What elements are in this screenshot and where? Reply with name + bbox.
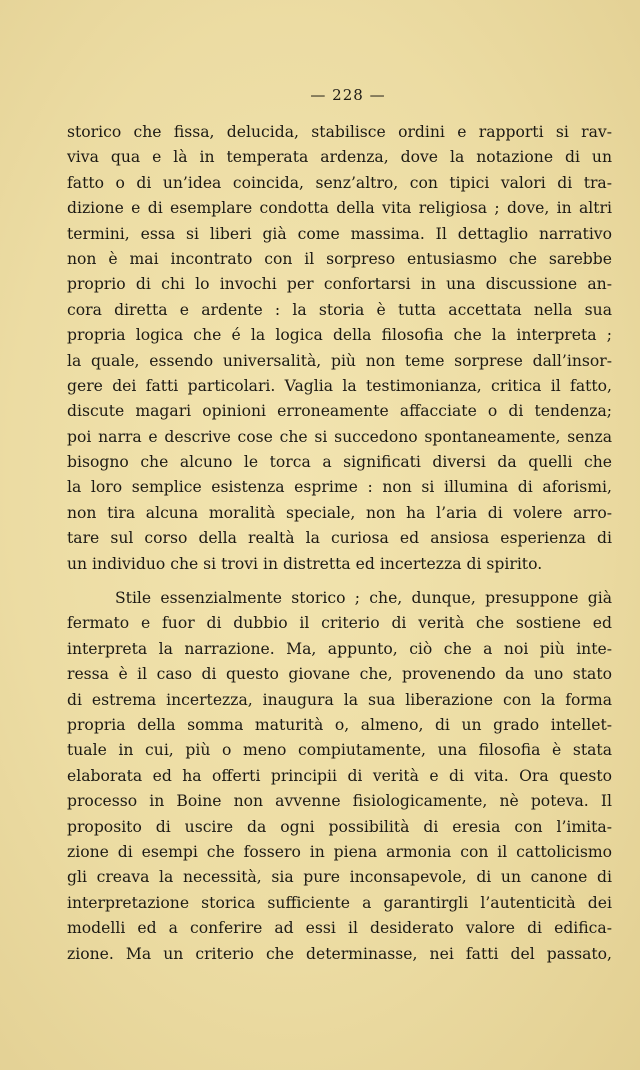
text-line: proposito di uscire da ogni possibilità di eresia con l’imita- bbox=[67, 817, 612, 836]
text-line: non tira alcuna moralità speciale, non ha l’aria di volere arro- bbox=[67, 503, 612, 522]
text-line: storico che fissa, delucida, stabilisce ordini e rapporti si rav- bbox=[67, 123, 612, 141]
text-line: Stile essenzialmente storico ; che, dunque, presuppone già bbox=[115, 589, 612, 608]
text-line: zione. Ma un criterio che determinasse, nei fatti del passato, bbox=[67, 944, 612, 963]
text-line: propria della somma maturità o, almeno, di un grado intellet- bbox=[67, 715, 612, 734]
text-line: propria logica che é la logica della filosofia che la interpreta ; bbox=[67, 326, 612, 345]
page-number: — 228 — bbox=[310, 86, 386, 104]
text-line: tare sul corso della realtà la curiosa ed ansiosa esperienza di bbox=[67, 529, 612, 548]
text-line: discute magari opinioni erroneamente affacciate o di tendenza; bbox=[67, 402, 612, 421]
text-line: termini, essa si liberi già come massima. Il dettaglio narrativo bbox=[67, 224, 612, 243]
text-line: ressa è il caso di questo giovane che, provenendo da uno stato bbox=[67, 665, 612, 684]
text-line: cora diretta e ardente : la storia è tutta accettata nella sua bbox=[67, 300, 612, 319]
text-line: la loro semplice esistenza esprime : non si illumina di aforismi, bbox=[67, 478, 612, 497]
text-line: proprio di chi lo invochi per confortarsi in una discussione an- bbox=[67, 275, 612, 294]
text-line: interpreta la narrazione. Ma, appunto, ciò che a noi più inte- bbox=[67, 639, 612, 658]
text-line: tuale in cui, più o meno compiutamente, una filosofia è stata bbox=[67, 741, 612, 760]
paragraph bbox=[67, 120, 612, 577]
text-line: gli creava la necessità, sia pure inconsapevole, di un canone di bbox=[67, 868, 612, 887]
text-line: modelli ed a conferire ad essi il desiderato valore di edifica- bbox=[67, 919, 612, 938]
text-line: gere dei fatti particolari. Vaglia la testimonianza, critica il fatto, bbox=[67, 376, 612, 395]
body-text bbox=[67, 120, 612, 967]
text-line: dizione e di esemplare condotta della vita religiosa ; dove, in altri bbox=[67, 199, 612, 218]
text-line: fermato e fuor di dubbio il criterio di verità che sostiene ed bbox=[67, 614, 612, 633]
text-line: bisogno che alcuno le torca a significati diversi da quelli che bbox=[67, 453, 612, 472]
text-line: non è mai incontrato con il sorpreso entusiasmo che sarebbe bbox=[67, 249, 612, 268]
text-line: processo in Boine non avvenne fisiologicamente, nè poteva. Il bbox=[67, 792, 612, 811]
text-line: la quale, essendo universalità, più non teme sorprese dall’insor- bbox=[67, 351, 612, 370]
text-line: zione di esempi che fossero in piena armonia con il cattolicismo bbox=[67, 842, 612, 861]
text-line: interpretazione storica sufficiente a garantirgli l’autenticità dei bbox=[67, 893, 612, 912]
text-line: viva qua e là in temperata ardenza, dove la notazione di un bbox=[67, 148, 612, 167]
text-line: di estrema incertezza, inaugura la sua liberazione con la forma bbox=[67, 690, 612, 709]
text-line: elaborata ed ha offerti principii di verità e di vita. Ora questo bbox=[67, 766, 612, 785]
paragraph-gap bbox=[67, 577, 612, 586]
text-line: fatto o di un’idea coincida, senz’altro, con tipici valori di tra- bbox=[67, 173, 612, 192]
paragraph bbox=[67, 586, 612, 967]
text-line: poi narra e descrive cose che si succedono spontaneamente, senza bbox=[67, 427, 612, 446]
text-line: un individuo che si trovi in distretta ed incertezza di spirito. bbox=[67, 554, 543, 573]
